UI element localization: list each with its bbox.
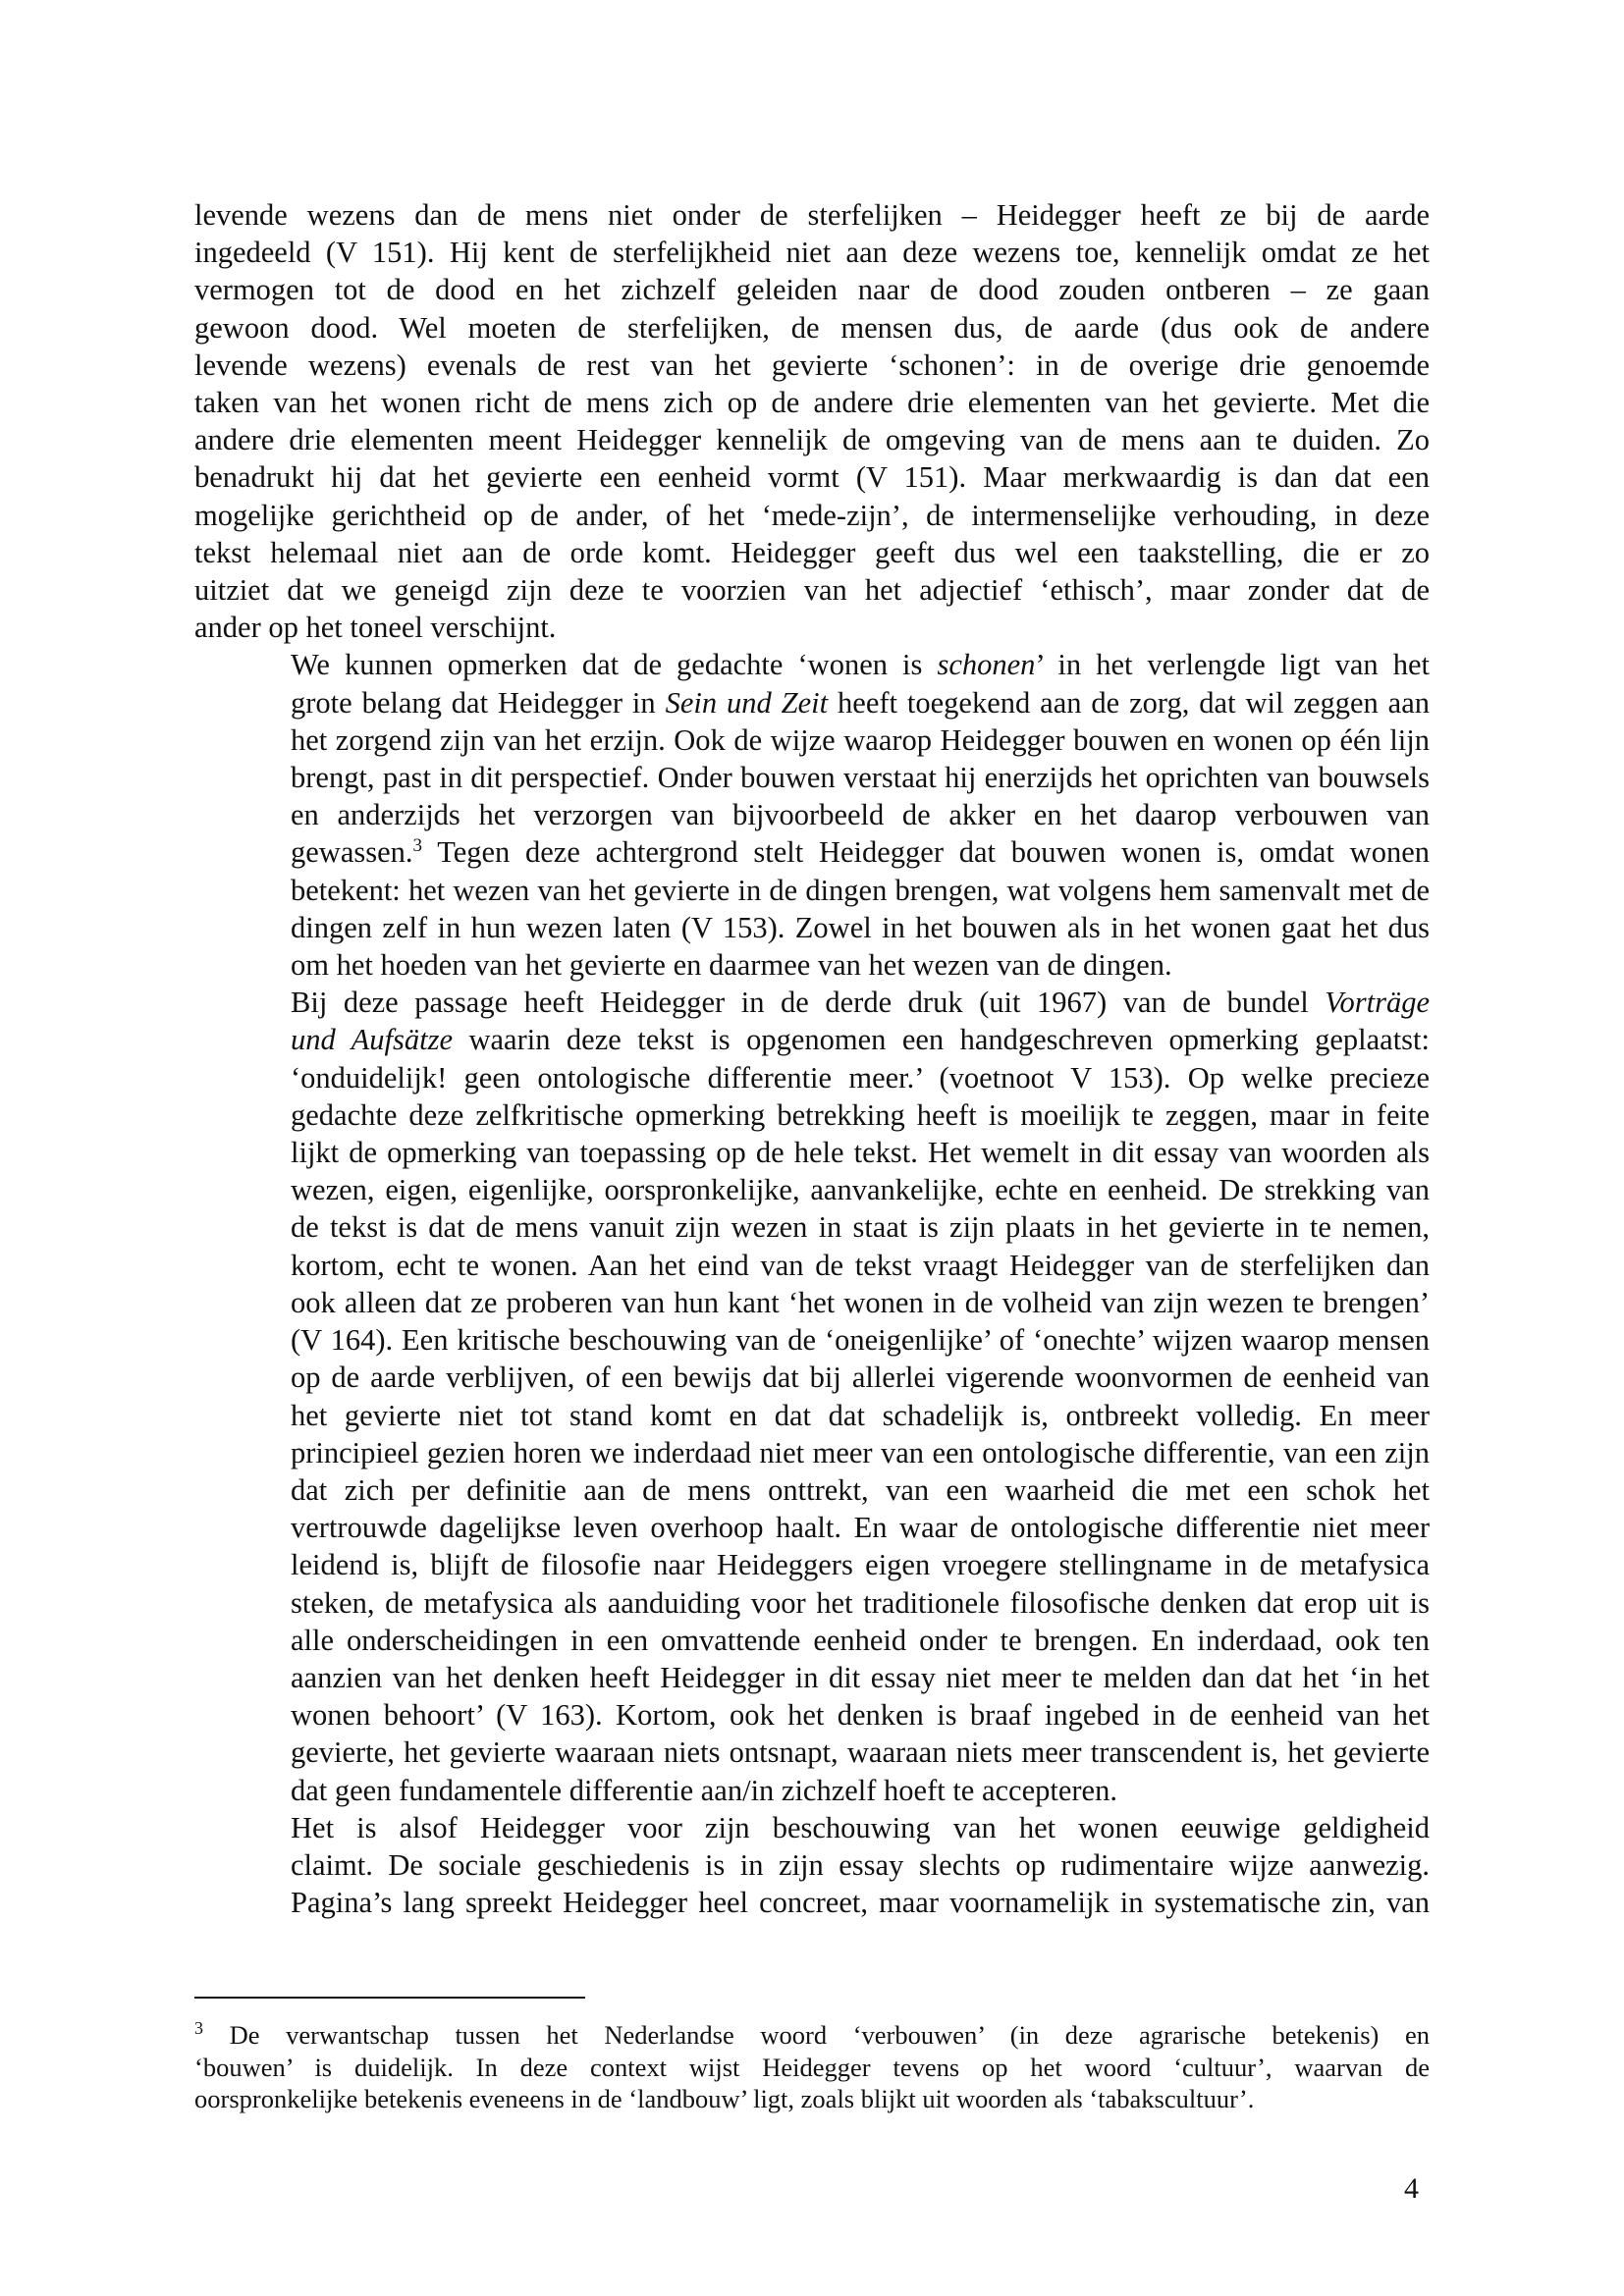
- text-line: [194, 1208, 1430, 1246]
- paragraph: [194, 196, 1430, 646]
- text-line: [194, 1584, 1430, 1622]
- text-line: [194, 1284, 1430, 1321]
- text-line: [194, 1772, 1430, 1809]
- text-line: [194, 1434, 1430, 1471]
- text-line: [194, 796, 1430, 833]
- text-line: [194, 721, 1430, 759]
- text-run: Het is alsof Heidegger voor zijn beschouwing van het wonen eeuwige geldigheid: [291, 1810, 1430, 1844]
- text-run: andere drie elementen meent Heidegger kennelijk de omgeving van de mens aan te duiden. Zo: [194, 423, 1430, 457]
- text-run: ’ in het verlengde ligt van het: [1035, 648, 1430, 682]
- text-run: gevierte, het gevierte waaraan niets ontsnapt, waaraan niets meer transcendent is, het gevierte: [291, 1735, 1430, 1770]
- text-run: mogelijke gerichtheid op de ander, of het ‘mede-zijn’, de intermenselijke verhouding, in deze: [194, 498, 1430, 532]
- text-run: om het hoeden van het gevierte en daarmee van het wezen van de dingen.: [291, 948, 1172, 983]
- text-run: benadrukt hij dat het gevierte een eenheid vormt (V 151). Maar merkwaardig is dan dat een: [194, 460, 1430, 495]
- text-line: [194, 1734, 1430, 1771]
- footnote-line: [194, 2083, 1430, 2115]
- text-line: [194, 872, 1430, 909]
- text-line: [194, 1546, 1430, 1583]
- text-run: kortom, echt te wonen. Aan het eind van de tekst vraagt Heidegger van de sterfelijken dan: [291, 1248, 1430, 1282]
- text-run: vermogen tot de dood en het zichzelf geleiden naar de dood zouden ontberen – ze gaan: [194, 273, 1430, 307]
- text-run: het zorgend zijn van het erzijn. Ook de wijze waarop Heidegger bouwen en wonen op één lijn: [291, 722, 1430, 757]
- footnote-line: [194, 2052, 1430, 2084]
- text-run: ingedeeld (V 151). Hij kent de sterfelijkheid niet aan deze wezens toe, kennelijk omdat ze het: [194, 236, 1430, 270]
- text-line: [194, 1846, 1430, 1884]
- text-line: [194, 309, 1430, 347]
- text-run: aanzien van het denken heeft Heidegger in dit essay niet meer te melden dan dat het ‘in het: [291, 1660, 1430, 1694]
- text-run: het gevierte niet tot stand komt en dat dat schadelijk is, ontbreekt volledig. En meer: [291, 1398, 1430, 1432]
- italic-text: Vorträge: [1325, 986, 1430, 1020]
- text-run: ook alleen dat ze proberen van hun kant ‘het wonen in de volheid van zijn wezen te brengen’: [291, 1285, 1430, 1319]
- footnote-separator: [194, 1997, 585, 1999]
- text-line: [194, 909, 1430, 946]
- text-line: [194, 1659, 1430, 1696]
- text-line: [194, 497, 1430, 534]
- paragraph: [194, 984, 1430, 1808]
- text-line: [194, 1809, 1430, 1846]
- text-run: vertrouwde dagelijkse leven overhoop haalt. En waar de ontologische differentie niet meer: [291, 1511, 1430, 1545]
- text-line: [194, 1359, 1430, 1396]
- paragraph: [194, 1809, 1430, 1922]
- text-run: Tegen deze achtergrond stelt Heidegger dat bouwen wonen is, omdat wonen: [422, 835, 1430, 870]
- text-line: [194, 1247, 1430, 1284]
- footnote: [194, 2019, 1430, 2115]
- text-run: levende wezens dan de mens niet onder de sterfelijken – Heidegger heeft ze bij de aarde: [194, 198, 1430, 232]
- text-run: claimt. De sociale geschiedenis is in zijn essay slechts op rudimentaire wijze aanwezig.: [291, 1847, 1430, 1882]
- text-run: We kunnen opmerken dat de gedachte ‘wonen is: [291, 648, 938, 682]
- text-line: [194, 1884, 1430, 1921]
- text-line: [194, 1021, 1430, 1058]
- text-run: lijkt de opmerking van toepassing op de hele tekst. Het wemelt in dit essay van woorden als: [291, 1136, 1430, 1170]
- text-line: [194, 1471, 1430, 1509]
- text-run: gewoon dood. Wel moeten de sterfelijken, de mensen dus, de aarde (dus ook de andere: [194, 310, 1430, 345]
- text-line: [194, 384, 1430, 421]
- footnote-text: De verwantschap tussen het Nederlandse woord ‘verbouwen’ (in deze agrarische betekenis) en: [203, 2020, 1430, 2050]
- footnote-number: 3: [194, 2018, 203, 2039]
- text-run: leidend is, blijft de filosofie naar Heideggers eigen vroegere stellingname in de metafysica: [291, 1548, 1430, 1582]
- text-line: [194, 1397, 1430, 1434]
- text-line: [194, 1096, 1430, 1134]
- text-run: en anderzijds het verzorgen van bijvoorbeeld de akker en het daarop verbouwen van: [291, 798, 1430, 832]
- text-line: [194, 646, 1430, 683]
- text-line: [194, 271, 1430, 308]
- text-run: op de aarde verblijven, of een bewijs dat bij allerlei vigerende woonvormen de eenheid van: [291, 1361, 1430, 1395]
- text-run: alle onderscheidingen in een omvattende eenheid onder te brengen. En inderdaad, ook ten: [291, 1623, 1430, 1657]
- text-run: levende wezens) evenals de rest van het gevierte ‘schonen’: in de overige drie genoemde: [194, 347, 1430, 382]
- text-run: wonen behoort’ (V 163). Kortom, ook het denken is braaf ingebed in de eenheid van het: [291, 1698, 1430, 1733]
- text-line: [194, 609, 1430, 646]
- footnote-line: [194, 2019, 1430, 2052]
- text-run: taken van het wonen richt de mens zich op de andere drie elementen van het gevierte. Met die: [194, 386, 1430, 420]
- text-line: [194, 1059, 1430, 1096]
- text-line: [194, 833, 1430, 871]
- text-line: [194, 984, 1430, 1021]
- text-run: uitziet dat we geneigd zijn deze te voorzien van het adjectief ‘ethisch’, maar zonder dat de: [194, 573, 1430, 608]
- text-line: [194, 759, 1430, 796]
- text-run: principieel gezien horen we inderdaad niet meer van een ontologische differentie, van een zijn: [291, 1435, 1430, 1469]
- italic-text: und Aufsätze: [291, 1023, 454, 1057]
- text-line: [194, 1171, 1430, 1208]
- text-run: gewassen.: [291, 835, 413, 870]
- italic-text: schonen: [937, 648, 1036, 682]
- text-run: tekst helemaal niet aan de orde komt. Heidegger geeft dus wel een taakstelling, die er zo: [194, 535, 1430, 569]
- text-line: [194, 1134, 1430, 1171]
- text-line: [194, 571, 1430, 609]
- footnote-text: ‘bouwen’ is duidelijk. In deze context wijst Heidegger tevens op het woord ‘cultuur’, waarvan de: [194, 2052, 1430, 2082]
- body-text: [194, 196, 1430, 1921]
- footnote-reference: 3: [412, 835, 423, 857]
- text-run: dat zich per definitie aan de mens onttrekt, van een waarheid die met een schok het: [291, 1472, 1430, 1507]
- footnote-text: oorspronkelijke betekenis eveneens in de ‘landbouw’ ligt, zoals blijkt uit woorden als ‘tabakscultuur’.: [194, 2084, 1255, 2114]
- text-run: Bij deze passage heeft Heidegger in de derde druk (uit 1967) van de bundel: [291, 986, 1326, 1020]
- text-run: waarin deze tekst is opgenomen een handgeschreven opmerking geplaatst:: [453, 1023, 1430, 1057]
- text-line: [194, 684, 1430, 721]
- text-run: gedachte deze zelfkritische opmerking betrekking heeft is moeilijk te zeggen, maar in feite: [291, 1097, 1430, 1132]
- text-run: dat geen fundamentele differentie aan/in zichzelf hoeft te accepteren.: [291, 1773, 1117, 1807]
- text-run: grote belang dat Heidegger in: [291, 685, 666, 720]
- text-run: brengt, past in dit perspectief. Onder bouwen verstaat hij enerzijds het oprichten van bouwsels: [291, 761, 1430, 795]
- text-line: [194, 458, 1430, 496]
- text-line: [194, 1622, 1430, 1659]
- text-line: [194, 1509, 1430, 1546]
- text-run: de tekst is dat de mens vanuit zijn wezen in staat is zijn plaats in het gevierte in te nemen,: [291, 1210, 1430, 1245]
- text-run: betekent: het wezen van het gevierte in de dingen brengen, wat volgens hem samenvalt met de: [291, 873, 1430, 907]
- text-run: heeft toegekend aan de zorg, dat wil zeggen aan: [828, 685, 1430, 720]
- italic-text: Sein und Zeit: [665, 685, 829, 720]
- text-run: (V 164). Een kritische beschouwing van de ‘oneigenlijke’ of ‘onechte’ wijzen waarop mensen: [291, 1323, 1430, 1358]
- text-line: [194, 946, 1430, 984]
- text-run: ander op het toneel verschijnt.: [194, 611, 557, 645]
- text-line: [194, 421, 1430, 458]
- text-line: [194, 1321, 1430, 1359]
- text-line: [194, 534, 1430, 571]
- text-run: wezen, eigen, eigenlijke, oorspronkelijke, aanvankelijke, echte en eenheid. De strekking van: [291, 1173, 1430, 1207]
- text-run: dingen zelf in hun wezen laten (V 153). Zowel in het bouwen als in het wonen gaat het dus: [291, 910, 1430, 944]
- text-run: Pagina’s lang spreekt Heidegger heel concreet, maar voornamelijk in systematische zin, van: [291, 1886, 1430, 1920]
- text-line: [194, 234, 1430, 271]
- text-line: [194, 1696, 1430, 1734]
- paragraph: [194, 646, 1430, 984]
- text-line: [194, 347, 1430, 384]
- page-number: 4: [1404, 2172, 1419, 2205]
- text-run: ‘onduidelijk! geen ontologische differentie meer.’ (voetnoot V 153). Op welke precieze: [291, 1060, 1430, 1095]
- text-run: steken, de metafysica als aanduiding voor het traditionele filosofische denken dat erop uit is: [291, 1585, 1430, 1620]
- text-line: [194, 196, 1430, 234]
